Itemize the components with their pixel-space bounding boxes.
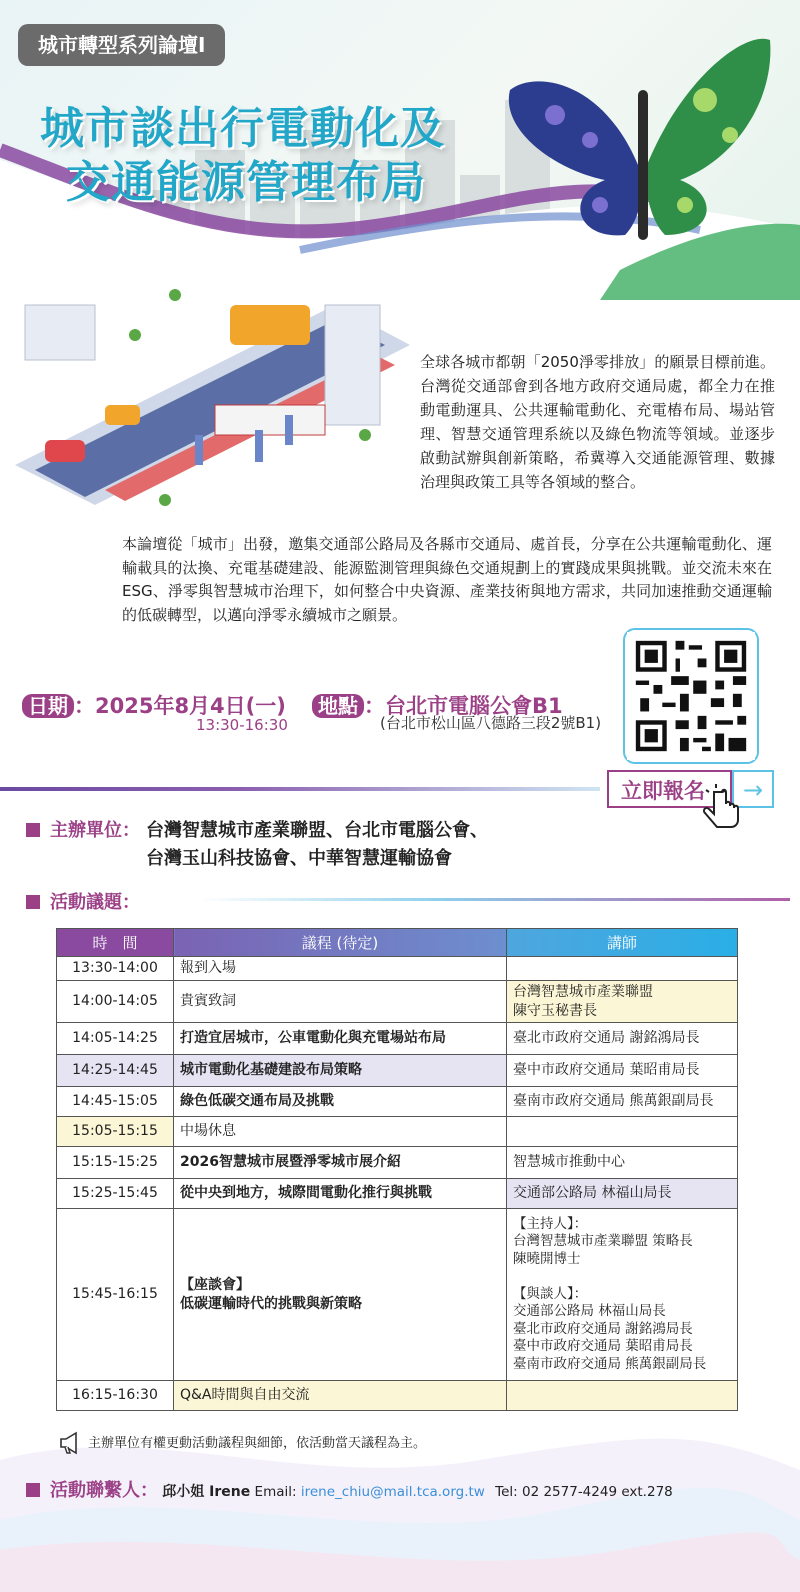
row-time: 14:00-14:05 [57,981,174,1023]
disclaimer-note: 主辦單位有權更動活動議程與細節，依活動當天議程為主。 [88,1436,427,1451]
venue-value: ：台北市電腦公會B1 [364,694,563,718]
page-title-line1: 城市談出行電動化及 [40,103,445,154]
contact-email-link[interactable]: irene_chiu@mail.tca.org.tw [300,1484,485,1500]
organizers-line-2: 台灣玉山科技協會、中華智慧運輸協會 [146,848,452,869]
header-topic: 議程 (待定) [174,929,507,957]
row-time: 15:05-15:15 [57,1117,174,1147]
date-value: ：2025年8月4日(一) [74,694,286,718]
table-row [57,1087,738,1117]
organizers-label: 主辦單位： [26,816,140,842]
contact-name: 邱小姐 Irene [162,1484,251,1500]
event-address: (台北市松山區八德路三段2號B1) [380,714,602,732]
row-speaker [507,957,738,981]
table-row [57,1023,738,1055]
row-topic: 從中央到地方，城際間電動化推行與挑戰 [174,1179,507,1209]
row-topic: Q&A時間與自由交流 [174,1381,507,1411]
row-speaker: 臺南市政府交通局 熊萬銀副局長 [507,1087,738,1117]
row-time: 13:30-14:00 [57,957,174,981]
date-label: 日期 [22,694,74,718]
table-row [57,957,738,981]
contact-info [26,1476,673,1502]
register-arrow-button[interactable]: → [732,770,774,808]
header-time: 時 間 [57,929,174,957]
organizers-line-1: 台灣智慧城市產業聯盟、台北市電腦公會、 [146,820,488,841]
megaphone-icon [58,1430,84,1456]
event-time: 13:30-16:30 [196,716,288,734]
register-button[interactable]: 立即報名 [607,770,732,808]
row-speaker [507,1117,738,1147]
intro-paragraph-2: 本論壇從「城市」出發，邀集交通部公路局及各縣市交通局、處首長，分享在公共運輸電動化、運輸載具的汰換、充電基礎建設、能源監測管理與綠色交通規劃上的實踐成果與挑戰。並交流未來在 ESG、淨零與智慧城市治理下，如何整合中央資源、產業技術與地方需求，共同加速推動交通運輸的低碳轉型，以邁向淨零永續城市之願景。 [122,535,788,624]
city-illustration [15,265,410,510]
table-row [57,981,738,1023]
row-time: 14:45-15:05 [57,1087,174,1117]
row-speaker: 【主持人】： 台灣智慧城市產業聯盟 策略長 陳曉開博士 【與談人】： 交通部公路局 林福山局長 臺北市政府交通局 謝銘鴻局長 臺中市政府交通局 葉昭甫局長 臺南市政府交通局 熊萬銀副局長 [507,1209,738,1381]
agenda-table [56,928,738,1411]
table-row [57,1117,738,1147]
contact-label: 活動聯繫人： [50,1480,158,1501]
row-time: 15:15-15:25 [57,1147,174,1179]
row-speaker: 台灣智慧城市產業聯盟 陳守玉秘書長 [507,981,738,1023]
series-tag: 城市轉型系列論壇I [18,24,225,66]
table-row [57,1147,738,1179]
venue-label: 地點 [312,694,364,718]
agenda-divider [200,898,790,901]
row-speaker: 臺中市政府交通局 葉昭甫局長 [507,1055,738,1087]
section-divider [0,787,600,791]
row-time: 14:05-14:25 [57,1023,174,1055]
table-row [57,1055,738,1087]
table-row [57,1179,738,1209]
row-speaker: 臺北市政府交通局 謝銘鴻局長 [507,1023,738,1055]
table-row [57,1209,738,1381]
pointer-hand-icon [700,782,744,834]
butterfly-icon [505,20,775,250]
row-speaker: 智慧城市推動中心 [507,1147,738,1179]
qr-code-icon [627,632,755,760]
registration-qr-code[interactable] [623,628,759,764]
row-time: 16:15-16:30 [57,1381,174,1411]
row-topic: 中場休息 [174,1117,507,1147]
row-topic: 2026智慧城市展暨淨零城市展介紹 [174,1147,507,1179]
row-speaker: 交通部公路局 林福山局長 [507,1179,738,1209]
row-topic: 【座談會】 低碳運輸時代的挑戰與新策略 [174,1209,507,1381]
row-topic: 打造宜居城市，公車電動化與充電場站布局 [174,1023,507,1055]
row-time: 15:45-16:15 [57,1209,174,1381]
row-topic: 報到入場 [174,957,507,981]
contact-marker [26,1483,40,1497]
intro-paragraph-1: 全球各城市都朝「2050淨零排放」的願景目標前進。台灣從交通部會到各地方政府交通局處，都全力在推動電動運具、公共運輸電動化、充電樁布局、場站管理、智慧交通管理系統以及綠色物流等領域。並逐步啟動試辦與創新策略，希冀導入交通能源管理、數據治理與政策工具等各領域的整合。 [420,353,775,491]
row-time: 14:25-14:45 [57,1055,174,1087]
row-topic: 城市電動化基礎建設布局策略 [174,1055,507,1087]
row-topic: 綠色低碳交通布局及挑戰 [174,1087,507,1117]
agenda-label: 活動議題： [26,888,140,914]
contact-email-label: Email: [254,1484,297,1500]
row-topic: 貴賓致詞 [174,981,507,1023]
header-speaker: 講師 [507,929,738,957]
contact-tel: Tel: 02 2577-4249 ext.278 [495,1484,673,1500]
row-time: 15:25-15:45 [57,1179,174,1209]
page-title-line2: 交通能源管理布局 [66,157,426,208]
